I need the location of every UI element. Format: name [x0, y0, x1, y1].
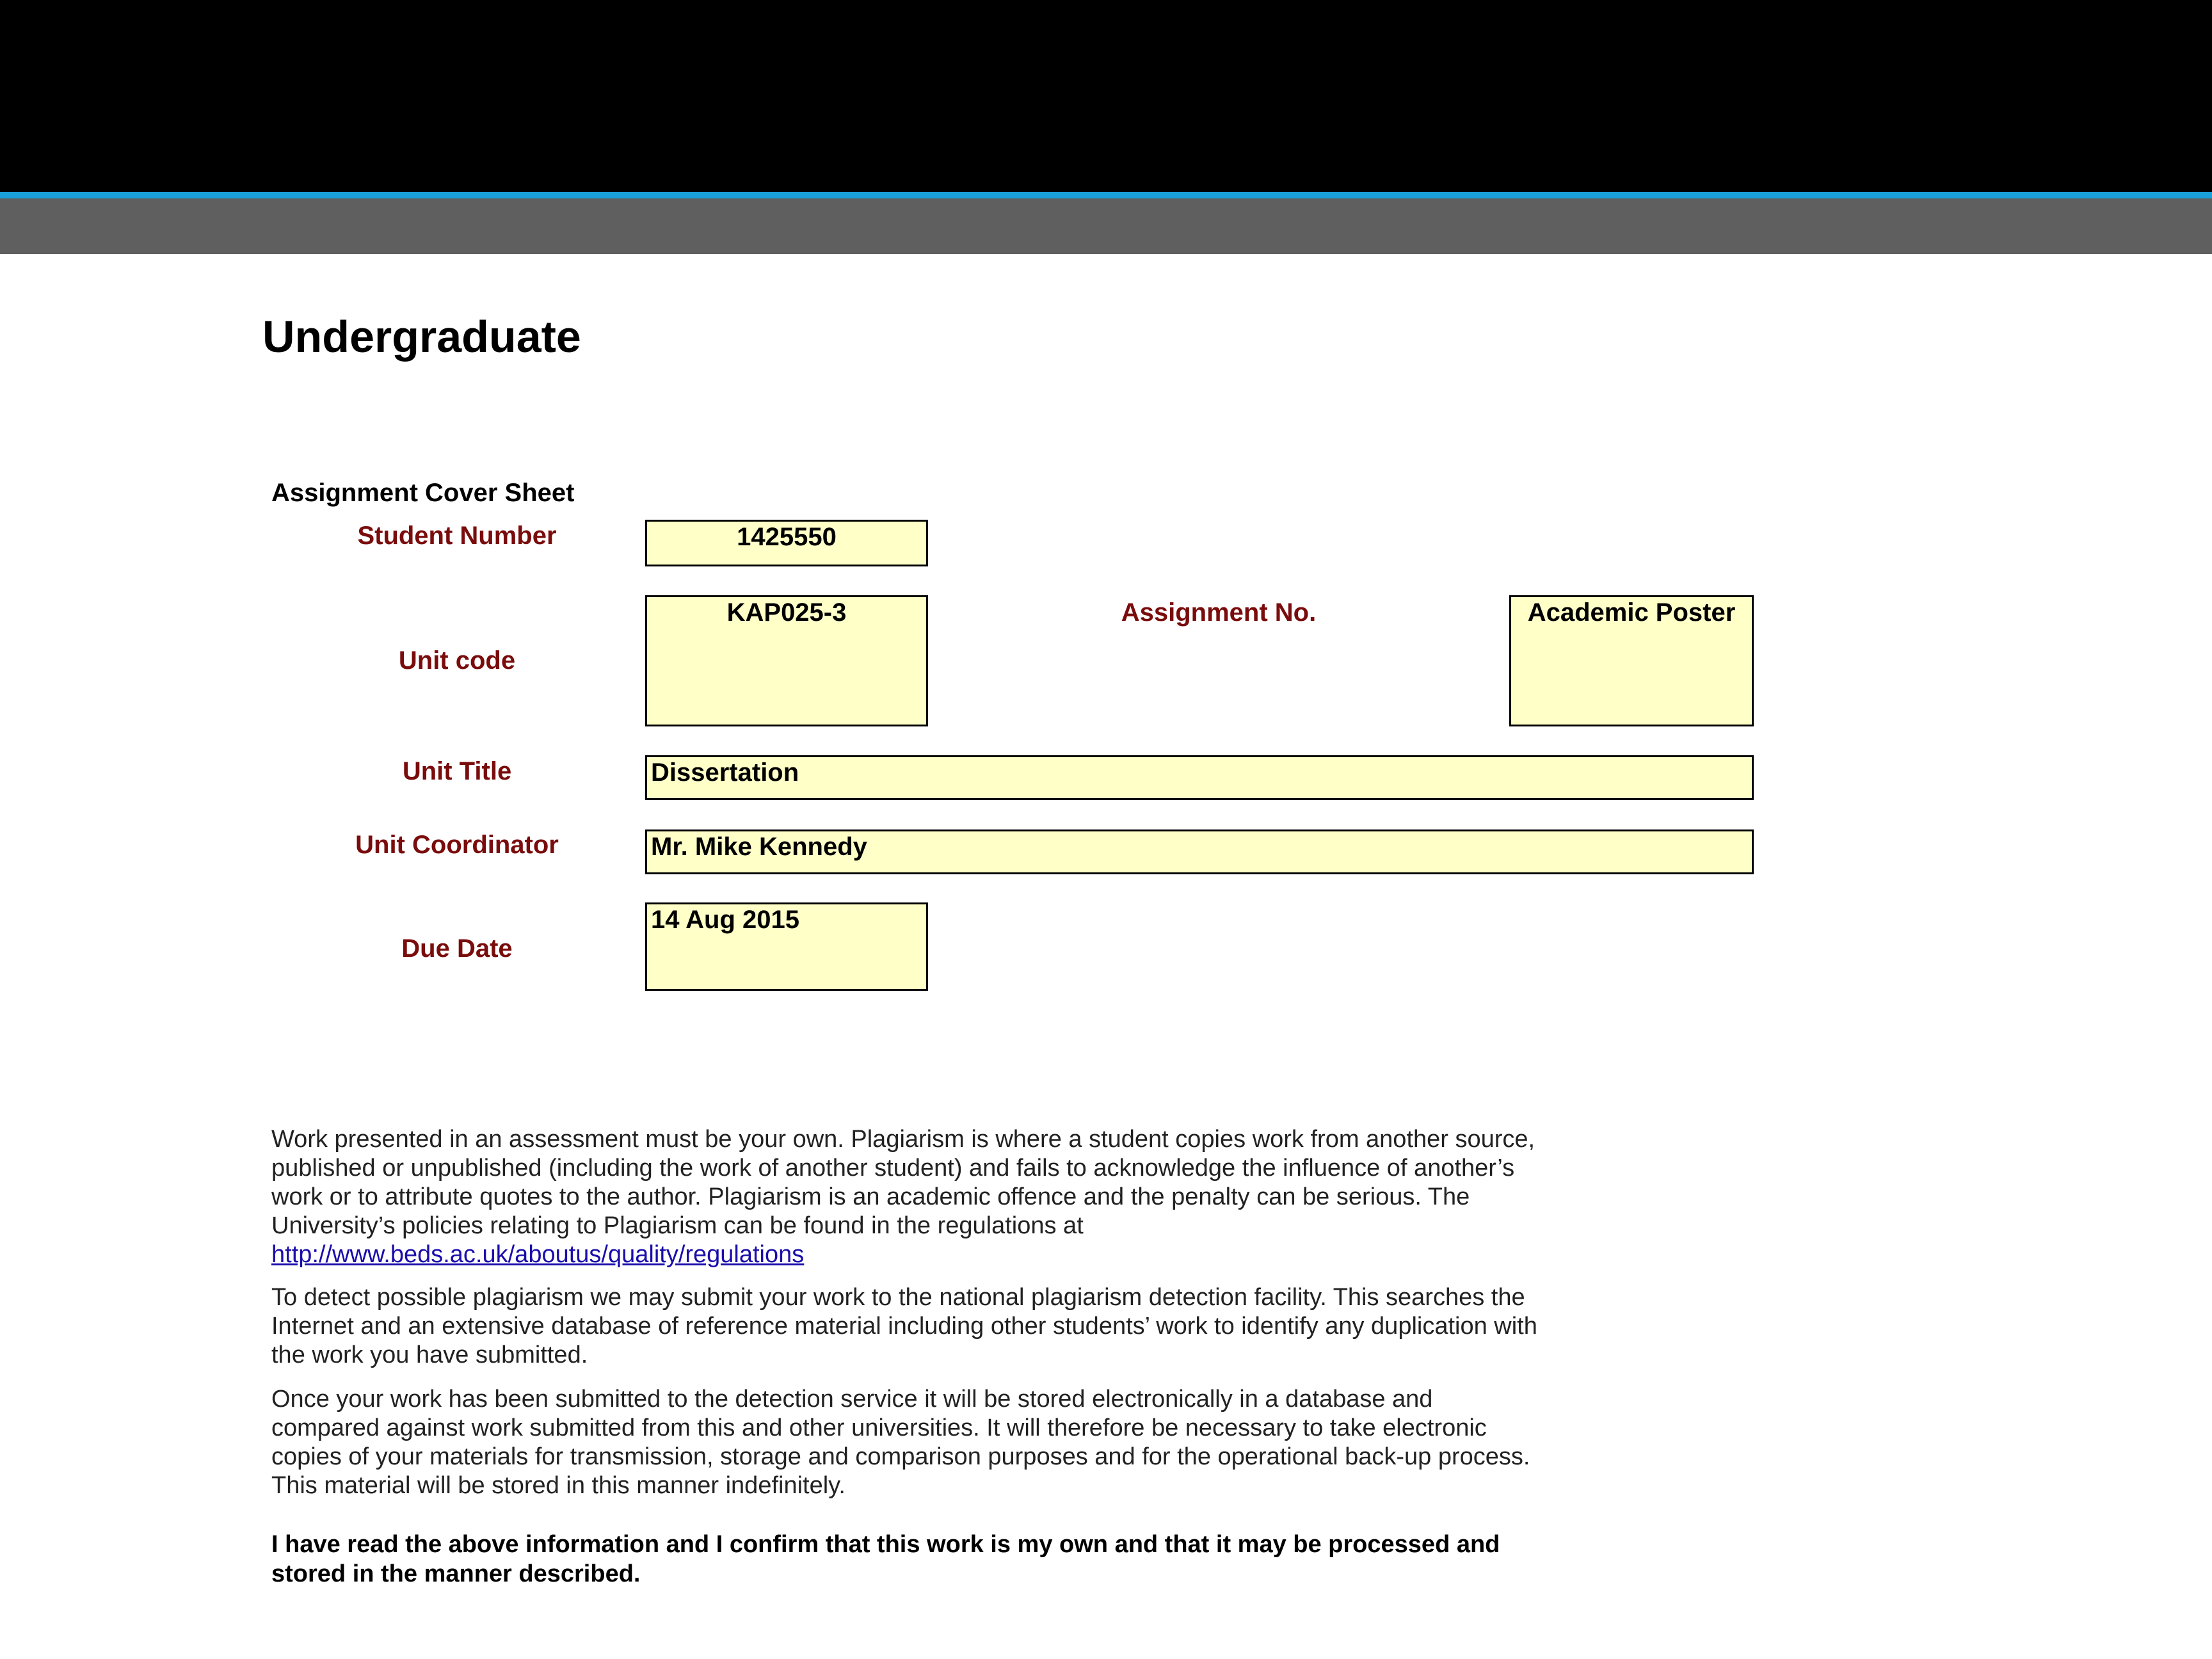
header-bar [0, 0, 2212, 192]
plagiarism-notice-paragraph-2: To detect possible plagiarism we may submit your work to the national plagiarism detection facility. This searches the Internet and an extensive database of reference material including other students’ work to identify any duplication with the work you have submitted. [271, 1284, 1537, 1368]
assignment-no-field[interactable]: Academic Poster [1509, 595, 1754, 726]
unit-coordinator-field[interactable]: Mr. Mike Kennedy [645, 830, 1754, 874]
plagiarism-notice-paragraph-3: Once your work has been submitted to the detection service it will be stored electronically in a database and compared against work submitted from this and other universities. It will therefore be necessary to take electronic copies of your materials for transmission, storage and comparison purposes and for the operational back-up process. This material will be stored in this manner indefinitely. [271, 1386, 1530, 1499]
student-number-field[interactable]: 1425550 [645, 520, 928, 566]
plagiarism-notice-paragraph-1 [271, 1125, 1539, 1269]
student-number-label: Student Number [357, 522, 557, 550]
due-date-field[interactable]: 14 Aug 2015 [645, 902, 928, 991]
header-subbar [0, 198, 2212, 254]
header-accent-line [0, 192, 2212, 198]
assignment-no-label: Assignment No. [1121, 598, 1317, 627]
notice-paragraph-1-text: Work presented in an assessment must be your own. Plagiarism is where a student copies work from another source, published or unpublished (including the work of another student) and fails to acknowledge the influence of another’s work or to attribute quotes to the author. Plagiarism is an academic offence and the penalty can be serious. The University’s policies relating to Plagiarism can be found in the regulations at [271, 1126, 1535, 1239]
unit-coordinator-label: Unit Coordinator [355, 831, 559, 859]
regulations-link[interactable]: http://www.beds.ac.uk/aboutus/quality/regulations [271, 1241, 805, 1268]
due-date-label: Due Date [401, 934, 513, 963]
unit-title-label: Unit Title [402, 757, 512, 785]
form-title: Assignment Cover Sheet [271, 479, 575, 507]
confirmation-statement: I have read the above information and I confirm that this work is my own and that it may be processed and stored in the manner described. [271, 1531, 1500, 1587]
unit-code-label: Unit code [398, 646, 516, 675]
unit-title-field[interactable]: Dissertation [645, 755, 1754, 800]
unit-code-field[interactable]: KAP025-3 [645, 595, 928, 726]
page-title: Undergraduate [262, 312, 581, 362]
